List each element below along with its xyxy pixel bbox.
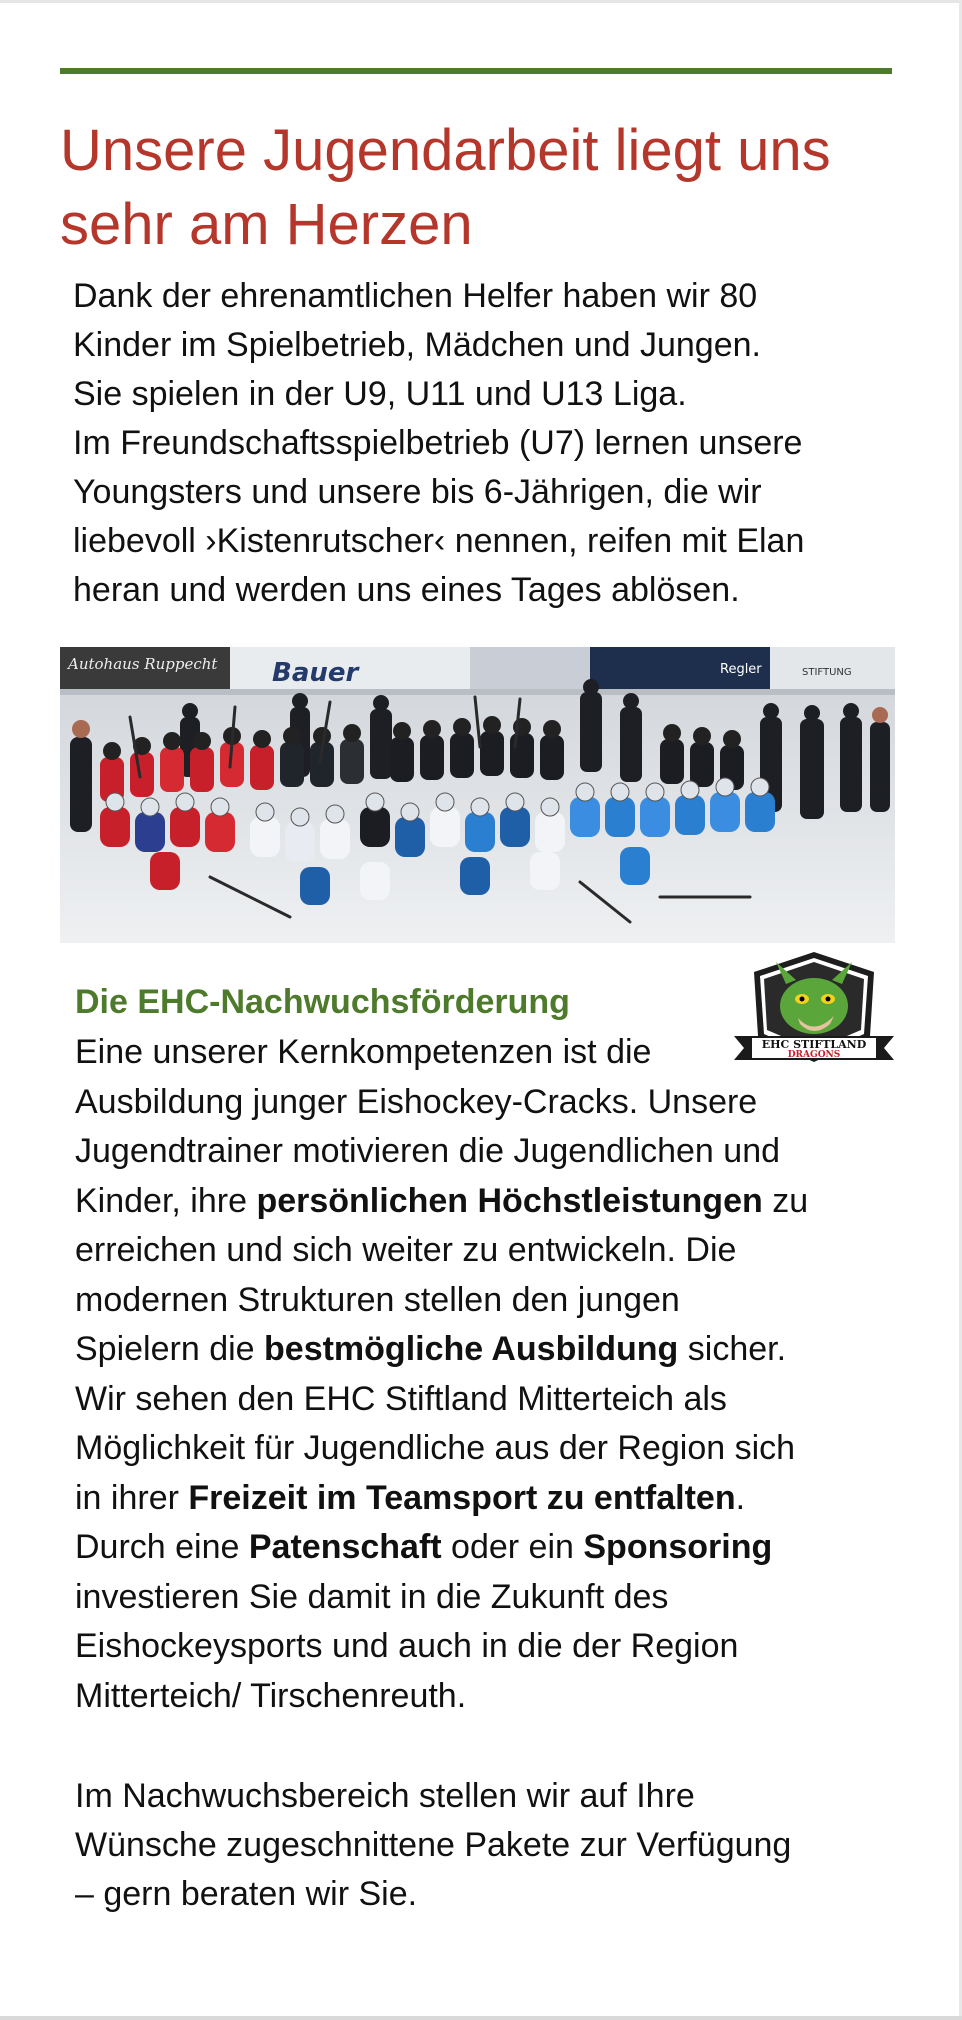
intro-line: heran und werden uns eines Tages ablösen. [73,571,740,609]
paragraph-line: Wir sehen den EHC Stiftland Mitterteich als [75,1379,727,1418]
text: zu [762,1181,809,1220]
bold-text: bestmögliche Ausbildung [264,1330,679,1368]
team-photo [60,647,895,943]
bold-text: Sponsoring [583,1528,773,1566]
closing-line: Im Nachwuchsbereich stellen wir auf Ihre [75,1777,695,1815]
text: Durch eine [75,1528,249,1566]
closing-line: – gern beraten wir Sie. [75,1875,418,1913]
paragraph-line [75,1177,915,1227]
green-divider [60,68,892,74]
closing-paragraph [75,1772,915,1919]
text: in ihrer [75,1478,189,1517]
paragraph-line: Möglichkeit für Jugendliche aus der Region sich [75,1429,796,1467]
logo-text-ehc: EHC STIFTLAND [761,1038,867,1051]
banner-autohaus: Autohaus Ruppecht [68,655,218,673]
bold-text: Freizeit im Teamsport zu entfalten [188,1478,736,1517]
title-line-2: sehr am Herzen [60,192,473,257]
paragraph-line: Mitterteich/ Tirschenreuth. [75,1676,467,1715]
banner-stiftung: STIFTUNG [802,667,852,678]
paragraph-line: investieren Sie damit in die Zukunft des [75,1577,669,1616]
intro-line: liebevoll ›Kistenrutscher‹ nennen, reifen mit Elan [73,522,805,560]
intro-line: Sie spielen in der U9, U11 und U13 Liga. [73,375,687,413]
paragraph-line [75,1474,915,1524]
text: sicher. [678,1330,787,1368]
text: Kinder, ihre [75,1181,257,1220]
paragraph-line: Ausbildung junger Eishockey-Cracks. Unsere [75,1082,758,1121]
paragraph-line: Eishockeysports und auch in die der Region [75,1627,739,1665]
page-top-border [0,0,962,3]
paragraph-line [75,1325,915,1375]
title-line-1: Unsere Jugendarbeit liegt uns [60,118,831,183]
page-title [60,114,890,262]
logo-text-dragons: DRAGONS [787,1050,841,1060]
text: oder ein [441,1528,584,1566]
intro-line: Youngsters und unsere bis 6-Jährigen, die wir [73,473,762,511]
paragraph-line: modernen Strukturen stellen den jungen [75,1280,680,1319]
intro-line: Im Freundschaftsspielbetrieb (U7) lernen unsere [73,424,803,462]
bold-text: Patenschaft [248,1528,442,1566]
closing-line: Wünsche zugeschnittene Pakete zur Verfügung [75,1826,792,1864]
paragraph-line [75,1523,915,1573]
intro-paragraph [73,272,903,615]
page-bottom-border [0,2016,962,2020]
bold-text: persönlichen Höchstleistungen [256,1181,763,1220]
section-paragraph [75,1028,915,1721]
intro-line: Kinder im Spielbetrieb, Mädchen und Jungen. [73,326,761,364]
text: Spielern die [75,1330,265,1368]
paragraph-line: erreichen und sich weiter zu entwickeln. Die [75,1231,737,1269]
paragraph-line: Eine unserer Kernkompetenzen ist die [75,1033,652,1071]
banner-regler: Regler [720,662,762,677]
text: . [735,1478,746,1517]
intro-line: Dank der ehrenamtlichen Helfer haben wir 80 [73,277,758,315]
paragraph-line: Jugendtrainer motivieren die Jugendlichen und [75,1132,781,1170]
banner-bauer: Bauer [272,658,359,688]
section-heading: Die EHC-Nachwuchsförderung [75,983,570,1021]
